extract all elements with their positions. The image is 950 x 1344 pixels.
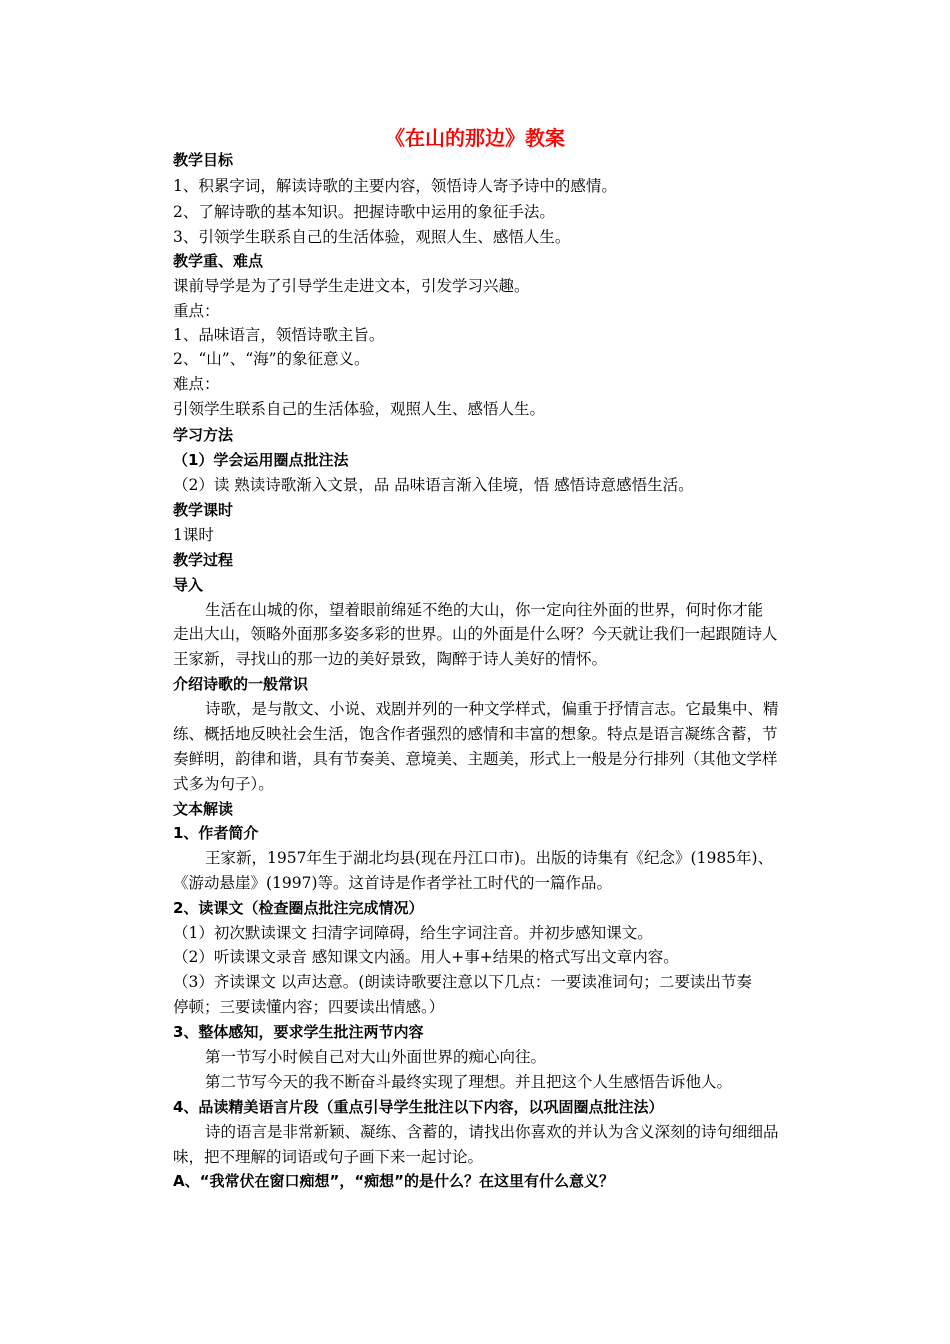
text-line: 1、积累字词，解读诗歌的主要内容，领悟诗人寄予诗中的感情。 <box>173 177 617 195</box>
section-heading: 教学过程 <box>173 551 234 569</box>
section-heading: 文本解读 <box>173 800 234 818</box>
text-line: 第一节写小时候自己对大山外面世界的痴心向往。 <box>205 1048 547 1066</box>
text-line: 重点： <box>173 302 220 320</box>
section-heading: 2、读课文（检查圈点批注完成情况） <box>173 899 424 917</box>
text-line: （1）初次默读课文 扫清字词障碍，给生字词注音。并初步感知课文。 <box>173 924 653 942</box>
section-heading: 4、品读精美语言片段（重点引导学生批注以下内容，以巩固圈点批注法） <box>173 1098 664 1116</box>
text-line: 1、品味语言，领悟诗歌主旨。 <box>173 326 385 344</box>
text-line: 诗歌，是与散文、小说、戏剧并列的一种文学样式，偏重于抒情言志。它最集中、精 <box>205 700 779 718</box>
text-line: 《游动悬崖》(1997)等。这首诗是作者学社工时代的一篇作品。 <box>173 874 613 892</box>
text-line: （2）听读课文录音 感知课文内涵。用人+事+结果的格式写出文章内容。 <box>173 948 679 966</box>
section-heading: 教学目标 <box>173 151 234 169</box>
section-heading: 教学重、难点 <box>173 252 264 270</box>
text-line: 味，把不理解的词语或句子画下来一起讨论。 <box>173 1148 484 1166</box>
text-line: 1课时 <box>173 526 214 544</box>
section-heading: 1、作者简介 <box>173 824 259 842</box>
text-line: （3）齐读课文 以声达意。(朗读诗歌要注意以下几点：一要读准词句；二要读出节奏 <box>173 973 752 991</box>
text-line: 3、引领学生联系自己的生活体验，观照人生、感悟人生。 <box>173 228 571 246</box>
text-line: 2、“山”、“海”的象征意义。 <box>173 350 370 368</box>
section-heading: A、“我常伏在窗口痴想”，“痴想”的是什么？在这里有什么意义？ <box>173 1172 615 1190</box>
text-line: （2）读 熟读诗歌渐入文景，品 品味语言渐入佳境，悟 感悟诗意感悟生活。 <box>173 476 694 494</box>
section-heading: 学习方法 <box>173 426 234 444</box>
text-line: 课前导学是为了引导学生走进文本，引发学习兴趣。 <box>173 277 530 295</box>
section-heading: （1）学会运用圈点批注法 <box>173 451 349 469</box>
text-line: 停顿；三要读懂内容；四要读出情感。） <box>173 998 445 1016</box>
section-heading: 3、整体感知，要求学生批注两节内容 <box>173 1023 424 1041</box>
text-line: 生活在山城的你，望着眼前绵延不绝的大山，你一定向往外面的世界，何时你才能 <box>205 601 764 619</box>
section-heading: 介绍诗歌的一般常识 <box>173 675 309 693</box>
text-line: 王家新，寻找山的那一边的美好景致，陶醉于诗人美好的情怀。 <box>173 650 608 668</box>
text-line: 式多为句子）。 <box>173 775 274 793</box>
text-line: 走出大山，领略外面那多姿多彩的世界。山的外面是什么呀？今天就让我们一起跟随诗人 <box>173 625 778 643</box>
page-title: 《在山的那边》教案 <box>385 126 565 150</box>
text-line: 2、了解诗歌的基本知识。把握诗歌中运用的象征手法。 <box>173 203 555 221</box>
text-line: 诗的语言是非常新颖、凝练、含蓄的，请找出你喜欢的并认为含义深刻的诗句细细品 <box>205 1123 779 1141</box>
text-line: 引领学生联系自己的生活体验，观照人生、感悟人生。 <box>173 400 546 418</box>
section-heading: 导入 <box>173 576 204 594</box>
text-line: 难点： <box>173 375 220 393</box>
text-line: 第二节写今天的我不断奋斗最终实现了理想。并且把这个人生感悟告诉他人。 <box>205 1073 733 1091</box>
text-line: 练、概括地反映社会生活，饱含作者强烈的感情和丰富的想象。特点是语言凝练含蓄，节 <box>173 725 778 743</box>
section-heading: 教学课时 <box>173 501 234 519</box>
text-line: 奏鲜明，韵律和谐，具有节奏美、意境美、主题美，形式上一般是分行排列（其他文学样 <box>173 750 778 768</box>
text-line: 王家新，1957年生于湖北均县(现在丹江口市)。出版的诗集有《纪念》(1985年)、 <box>205 849 774 867</box>
